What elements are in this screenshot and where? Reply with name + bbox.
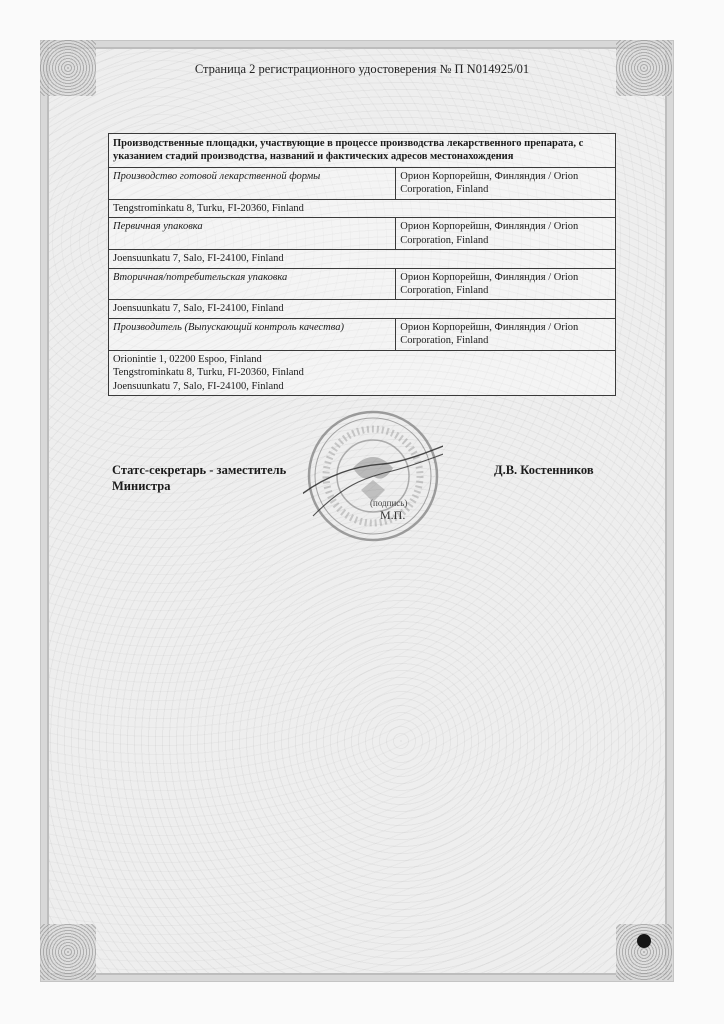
- company-cell: Орион Корпорейшн, Финляндия / Orion Corporation, Finland: [396, 167, 616, 199]
- table-heading: Производственные площадки, участвующие в процессе производства лекарственного препарата, с указанием стадий производства, названий и фактических адресов местонахождения: [109, 134, 616, 168]
- corner-rosette-bottom-left: [40, 924, 96, 980]
- seal-caption: М.П.: [380, 508, 406, 522]
- position-line: Министра: [112, 479, 171, 494]
- table-heading-row: [109, 134, 616, 168]
- page-header: Страница 2 регистрационного удостоверения № П N014925/01: [194, 62, 530, 76]
- table-row: [109, 300, 616, 318]
- address-cell: [109, 199, 616, 217]
- production-sites-table: [108, 133, 616, 396]
- signature-caption: (подпись): [370, 498, 408, 508]
- address-line: Tengstrominkatu 8, Turku, FI-20360, Finland: [113, 202, 304, 214]
- table-row: [109, 167, 616, 199]
- stage-cell: Первичная упаковка: [109, 218, 396, 250]
- signatory-position: [112, 462, 286, 495]
- table-row: [109, 199, 616, 217]
- official-seal-icon: [303, 406, 443, 546]
- table-row: [109, 218, 616, 250]
- address-line: Tengstrominkatu 8, Turku, FI-20360, Finland: [113, 367, 304, 379]
- company-cell: Орион Корпорейшн, Финляндия / Orion Corporation, Finland: [396, 318, 616, 350]
- signatory-name: Д.В. Костенников: [494, 463, 594, 477]
- stage-cell: Производитель (Выпускающий контроль качества): [109, 318, 396, 350]
- table-row: [109, 268, 616, 300]
- address-line: Joensuunkatu 7, Salo, FI-24100, Finland: [113, 253, 284, 265]
- stage-cell: Производство готовой лекарственной формы: [109, 167, 396, 199]
- position-line: Статс-секретарь - заместитель: [112, 463, 287, 477]
- address-line: Orionintie 1, 02200 Espoo, Finland: [113, 353, 262, 365]
- address-line: Joensuunkatu 7, Salo, FI-24100, Finland: [113, 303, 284, 315]
- address-cell: [109, 300, 616, 318]
- punch-hole: [637, 934, 651, 948]
- table-row: [109, 350, 616, 395]
- address-line: Joensuunkatu 7, Salo, FI-24100, Finland: [113, 380, 284, 392]
- address-cell: [109, 350, 616, 395]
- address-cell: [109, 250, 616, 268]
- stage-cell: Вторичная/потребительская упаковка: [109, 268, 396, 300]
- table-row: [109, 318, 616, 350]
- company-cell: Орион Корпорейшн, Финляндия / Orion Corporation, Finland: [396, 268, 616, 300]
- corner-rosette-bottom-right: [616, 924, 672, 980]
- table-row: [109, 250, 616, 268]
- company-cell: Орион Корпорейшн, Финляндия / Orion Corporation, Finland: [396, 218, 616, 250]
